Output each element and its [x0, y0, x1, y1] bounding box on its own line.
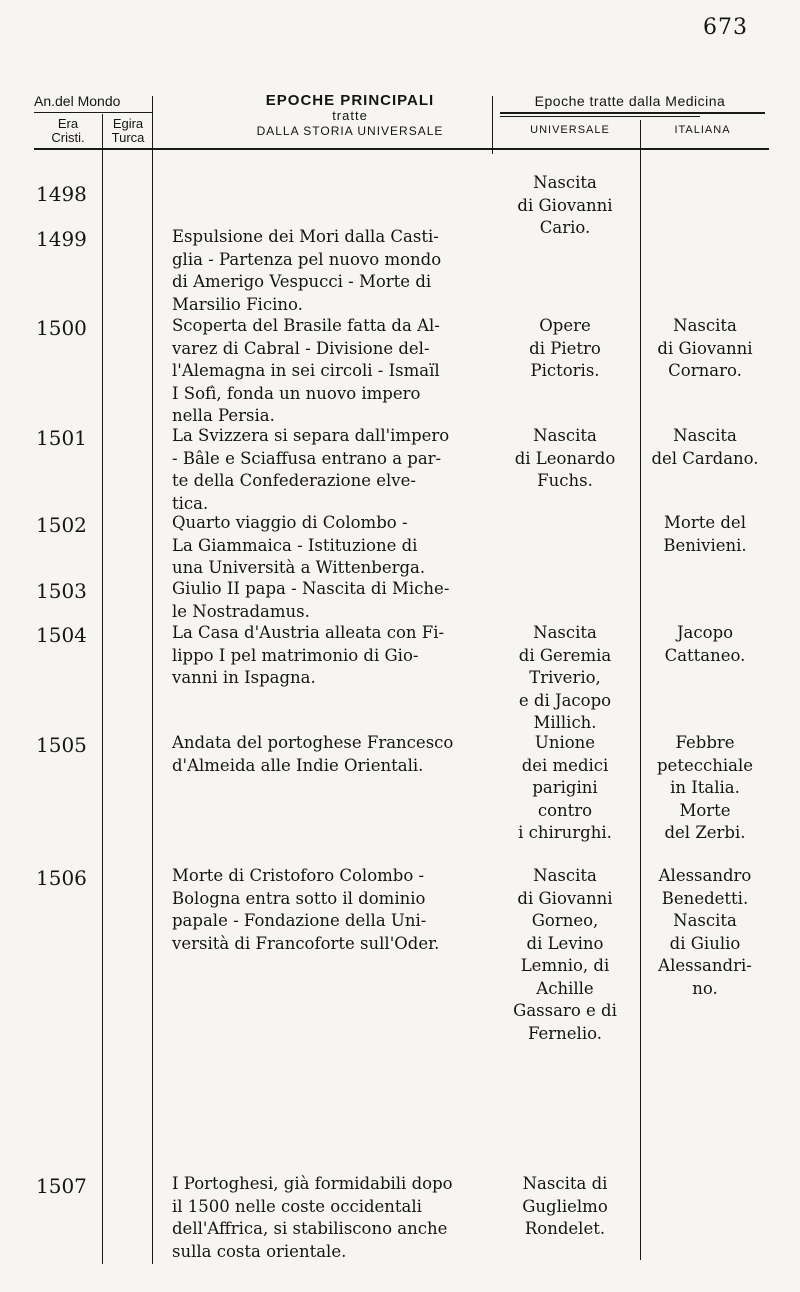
event-line: Giulio II papa - Nascita di Miche-: [172, 579, 450, 598]
event-line: te della Confederazione elve-: [172, 471, 416, 490]
univ-line: Guglielmo: [522, 1196, 608, 1216]
event-cell: [172, 732, 497, 777]
year-1502: 1502: [36, 513, 87, 537]
event-cell: [172, 865, 497, 955]
univ-line: di Leonardo: [514, 448, 616, 468]
univ-line: Cario.: [539, 218, 591, 237]
event-line: papale - Fondazione della Uni-: [172, 911, 427, 930]
event-cell: [172, 512, 497, 580]
header-anno-mondo: An.del Mondo: [34, 93, 121, 109]
event-cell: [172, 425, 497, 515]
rule-top-medicina: [500, 112, 765, 114]
univ-cell: [490, 622, 640, 735]
header-egira-line: Turca: [111, 130, 145, 145]
event-line: I Sofì, fonda un nuovo impero: [172, 383, 421, 403]
event-line: le Nostradamus.: [172, 601, 310, 621]
ital-line: di Giovanni: [657, 338, 753, 358]
year-1507: 1507: [36, 1174, 87, 1198]
univ-line: e di Jacopo: [518, 690, 612, 710]
event-line: La Svizzera si separa dall'impero: [172, 426, 450, 445]
event-line: La Casa d'Austria alleata con Fi-: [172, 623, 445, 642]
ital-line: Febbre: [675, 733, 735, 752]
univ-line: i chirurghi.: [518, 823, 612, 842]
ital-cell: [637, 315, 773, 383]
year-1503: 1503: [36, 579, 87, 603]
univ-line: contro: [537, 800, 593, 820]
event-line: Andata del portoghese Francesco: [172, 733, 454, 752]
ital-line: Morte del: [664, 513, 746, 532]
univ-line: di Levino: [526, 933, 604, 953]
rule-top-left: [34, 112, 152, 113]
ital-cell: [637, 622, 773, 667]
ital-line: di Giulio: [669, 933, 741, 953]
header-epoche-principali: EPOCHE PRINCIPALI: [265, 92, 435, 109]
univ-line: di Giovanni: [517, 888, 613, 908]
univ-line: Gassaro e di: [513, 1001, 617, 1020]
univ-line: Pictoris.: [530, 361, 600, 380]
univ-line: Fernelio.: [527, 1023, 603, 1043]
ital-cell: [637, 425, 773, 470]
univ-cell: [490, 1173, 640, 1241]
univ-line: Nascita: [533, 623, 597, 642]
ital-line: Benivieni.: [663, 535, 747, 555]
ital-cell: [637, 865, 773, 1000]
univ-line: Triverio,: [529, 668, 601, 687]
univ-line: Gorneo,: [531, 911, 599, 930]
year-1501: 1501: [36, 426, 87, 450]
event-line: dell'Affrica, si stabiliscono anche: [172, 1219, 448, 1238]
col-divider-medicina: [640, 120, 641, 1260]
univ-line: parigini: [532, 778, 598, 797]
ital-cell: [637, 512, 773, 557]
event-line: versità di Francoforte sull'Oder.: [172, 933, 440, 953]
header-universale: UNIVERSALE: [530, 124, 610, 136]
univ-line: Nascita: [533, 866, 597, 885]
ital-line: petecchiale: [657, 755, 753, 775]
ital-line: no.: [692, 978, 718, 998]
univ-line: Nascita di: [522, 1174, 608, 1193]
event-line: nella Persia.: [172, 406, 275, 425]
univ-line: Opere: [539, 316, 591, 335]
ital-line: in Italia.: [670, 778, 740, 797]
univ-line: Achille: [536, 978, 594, 998]
univ-line: Lemnio, di: [520, 956, 610, 975]
univ-line: Rondelet.: [524, 1219, 606, 1238]
event-line: lippo I pel matrimonio di Gio-: [172, 645, 419, 665]
header-egira-line: Egira: [112, 116, 144, 131]
event-line: Quarto viaggio di Colombo -: [172, 513, 408, 532]
univ-line: Nascita: [533, 426, 597, 445]
event-cell: [172, 578, 497, 623]
col-divider-egira: [152, 96, 153, 1264]
univ-cell: [490, 172, 640, 240]
ital-line: Cornaro.: [668, 361, 742, 380]
ital-line: Benedetti.: [661, 888, 749, 908]
univ-line: di Geremia: [518, 645, 612, 665]
event-line: l'Alemagna in sei circoli - Ismaïl: [172, 361, 440, 380]
ital-line: Nascita: [673, 911, 737, 930]
event-line: tica.: [172, 493, 209, 513]
header-era-cristi: [34, 117, 102, 145]
year-1505: 1505: [36, 733, 87, 757]
univ-cell: [490, 315, 640, 383]
year-1506: 1506: [36, 866, 87, 890]
univ-cell: [490, 732, 640, 845]
header-era-line: Cristi.: [51, 130, 85, 145]
ital-line: Alessandri-: [658, 956, 752, 975]
event-cell: [172, 622, 497, 690]
univ-line: Fuchs.: [537, 471, 593, 490]
event-line: varez di Cabral - Divisione del-: [172, 338, 430, 358]
ital-line: Nascita: [673, 426, 737, 445]
year-1499: 1499: [36, 227, 87, 251]
event-line: una Università a Wittenberga.: [172, 558, 426, 577]
ital-line: Jacopo: [676, 623, 734, 642]
header-era-line: Era: [57, 116, 79, 131]
header-egira-turca: [103, 117, 153, 145]
univ-cell: [490, 425, 640, 493]
event-line: I Portoghesi, già formidabili dopo: [172, 1174, 453, 1193]
event-line: Morte di Cristoforo Colombo -: [172, 866, 425, 885]
event-cell: [172, 315, 497, 428]
event-line: d'Almeida alle Indie Orientali.: [172, 755, 424, 775]
year-1504: 1504: [36, 623, 87, 647]
event-line: - Bâle e Sciaffusa entrano a par-: [172, 448, 442, 468]
event-line: il 1500 nelle coste occidentali: [172, 1196, 422, 1216]
col-divider-epoche: [492, 96, 493, 154]
univ-line: Unione: [534, 733, 596, 752]
univ-line: dei medici: [521, 755, 609, 775]
ital-cell: [637, 732, 773, 845]
univ-line: di Pietro: [529, 338, 601, 358]
event-line: glia - Partenza pel nuovo mondo: [172, 249, 442, 269]
event-line: Espulsione dei Mori dalla Casti-: [172, 227, 439, 246]
ital-line: Nascita: [673, 316, 737, 335]
ital-line: del Cardano.: [651, 448, 759, 468]
event-line: La Giammaica - Istituzione di: [172, 535, 418, 555]
event-line: vanni in Ispagna.: [172, 668, 316, 687]
univ-line: Millich.: [533, 713, 597, 732]
header-medicina: Epoche tratte dalla Medicina: [534, 93, 726, 109]
event-line: di Amerigo Vespucci - Morte di: [172, 272, 432, 291]
page-number: 673: [703, 15, 748, 40]
header-tratte: tratte: [332, 108, 368, 123]
ital-line: Alessandro: [658, 866, 752, 885]
univ-cell: [490, 865, 640, 1045]
univ-line: Nascita: [533, 173, 597, 192]
header-italiana: ITALIANA: [674, 124, 731, 136]
rule-top-medicina-2: [500, 116, 700, 117]
ital-line: Cattaneo.: [664, 645, 746, 665]
ital-line: del Zerbi.: [664, 823, 746, 842]
rule-header-bottom: [34, 148, 769, 150]
event-line: Marsilio Ficino.: [172, 294, 303, 314]
univ-line: di Giovanni: [517, 195, 613, 215]
event-line: sulla costa orientale.: [172, 1241, 347, 1261]
event-line: Bologna entra sotto il dominio: [172, 888, 426, 908]
event-cell: [172, 1173, 497, 1263]
header-dalla-storia: DALLA STORIA UNIVERSALE: [256, 124, 444, 138]
col-divider-era: [102, 114, 103, 1264]
year-1498: 1498: [36, 182, 87, 206]
year-1500: 1500: [36, 316, 87, 340]
event-line: Scoperta del Brasile fatta da Al-: [172, 316, 440, 335]
ital-line: Morte: [679, 800, 731, 820]
event-cell: [172, 226, 497, 316]
